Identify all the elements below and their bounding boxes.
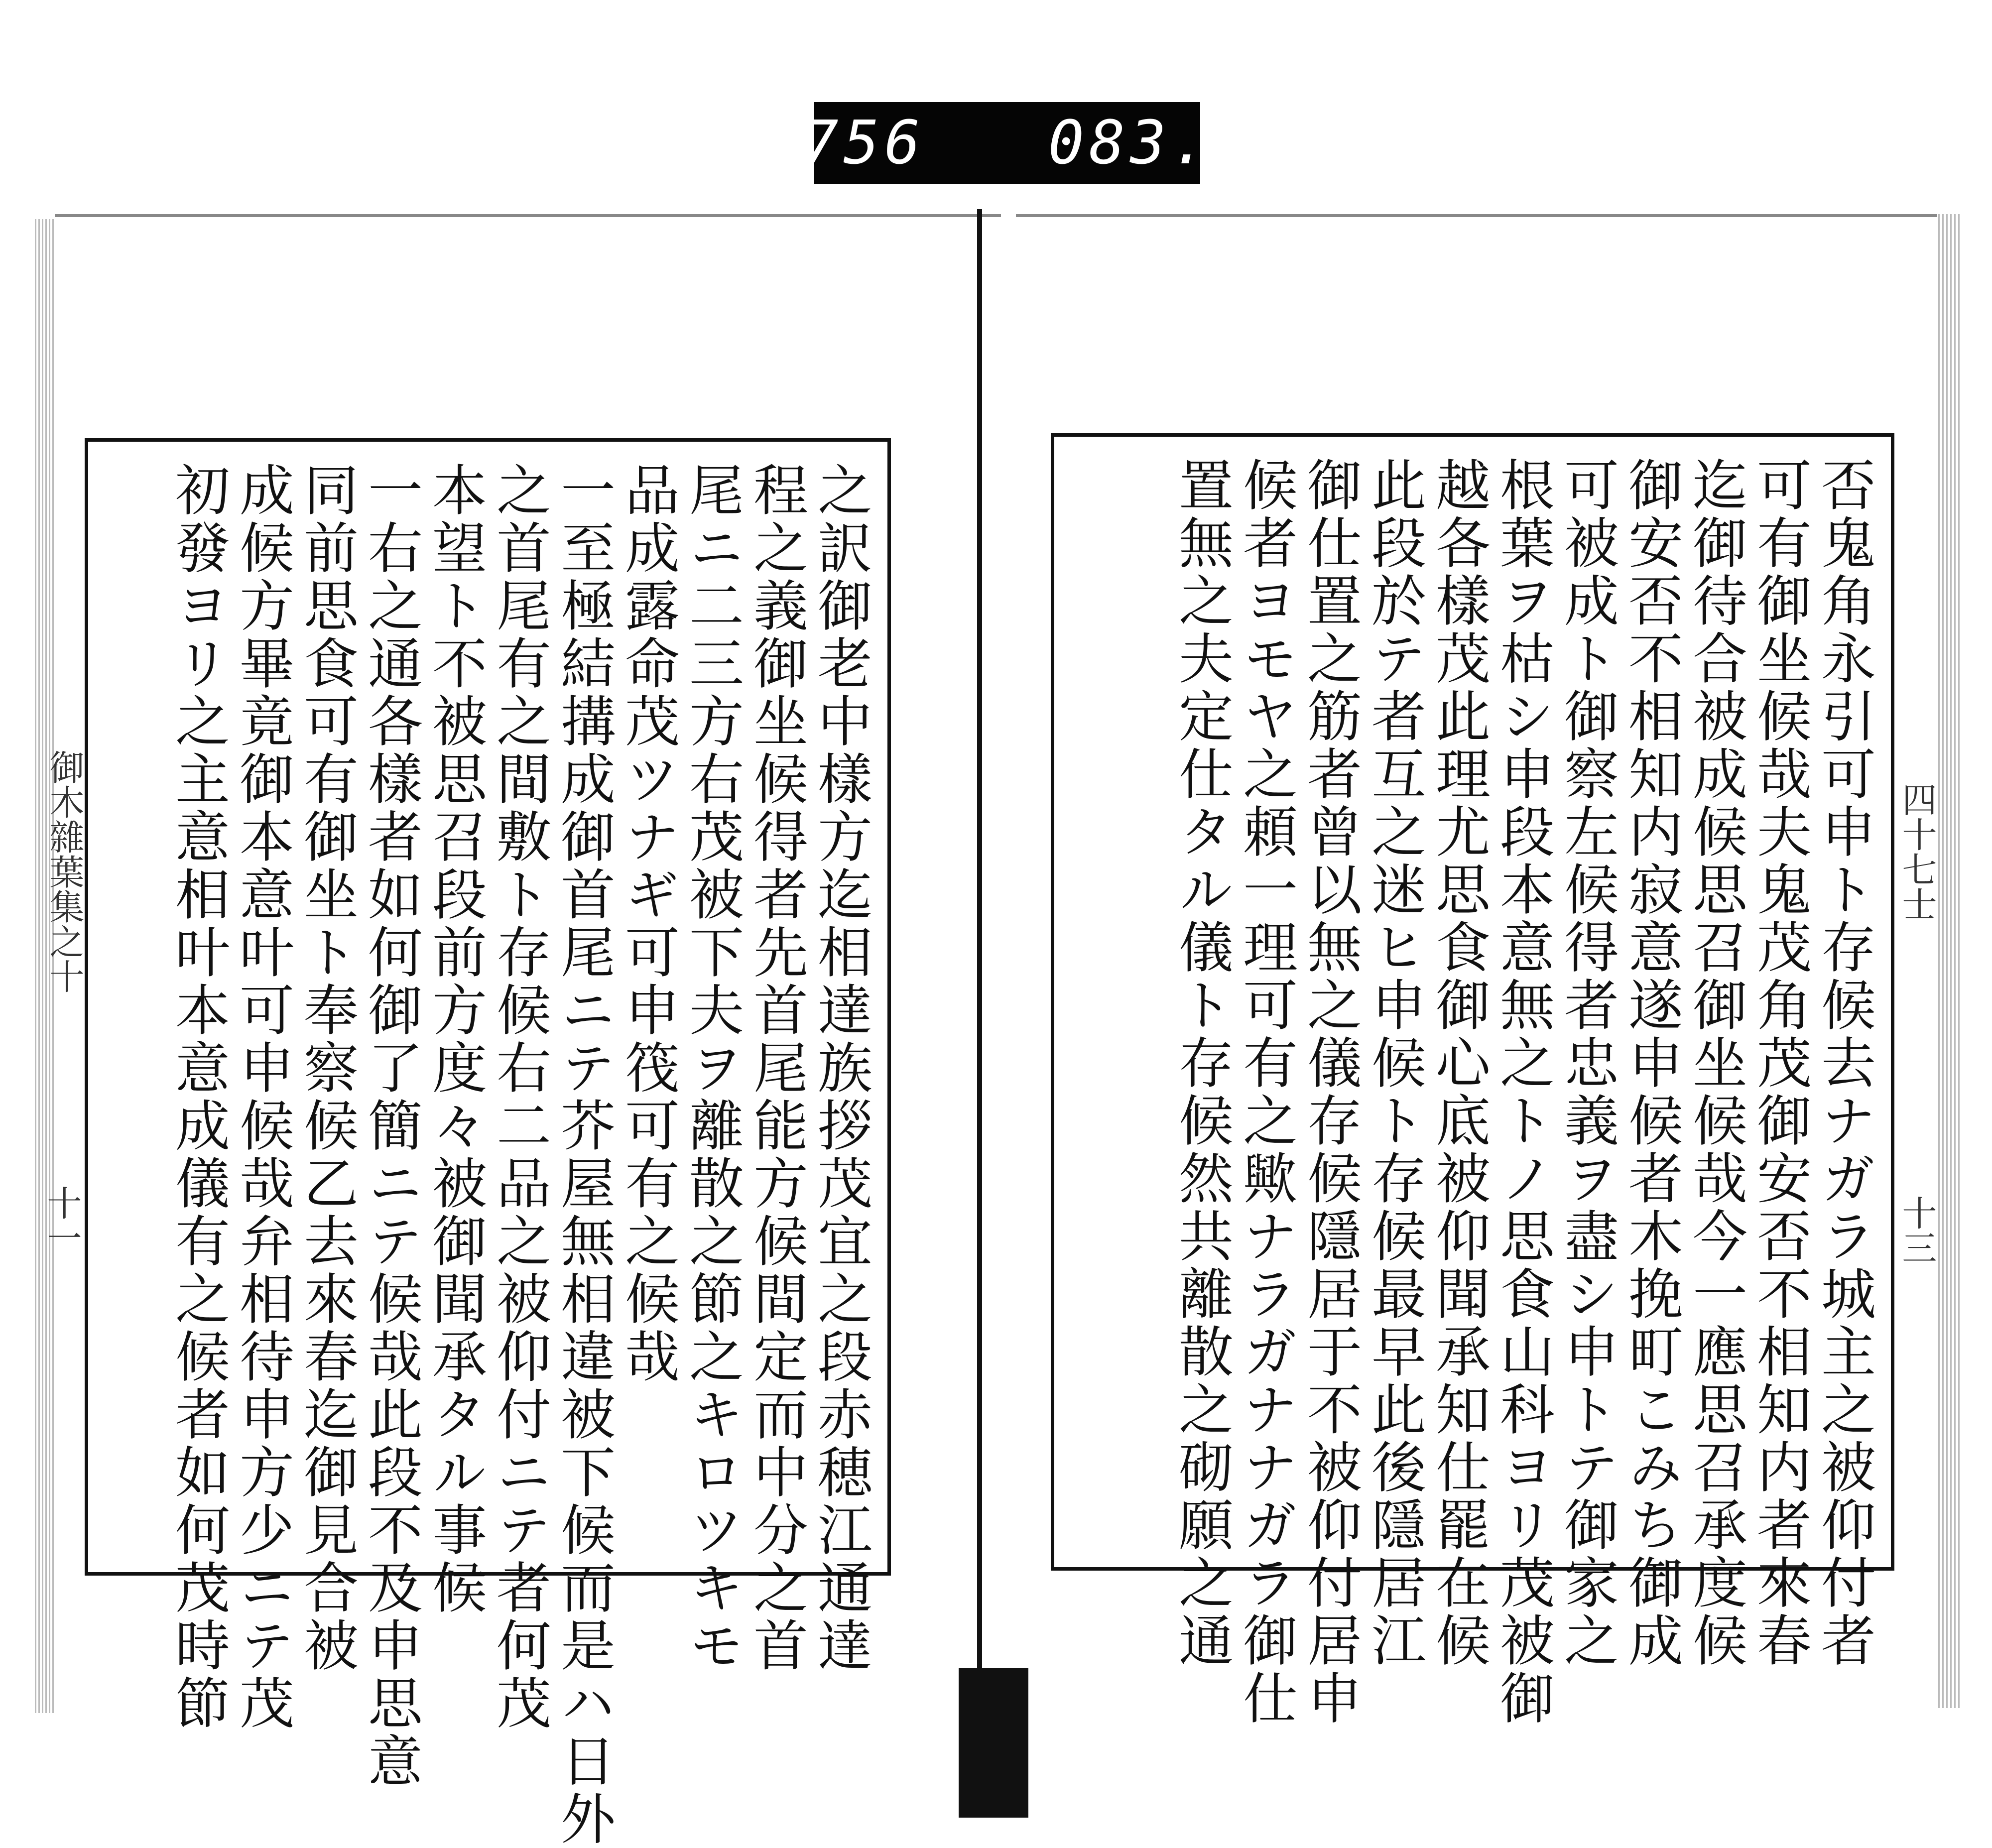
text-column: 御安否不相知内寂意遂申候者木挽町こみち御成 [1619, 457, 1683, 1670]
text-column: 候者ヨモヤ之頼一理可有之歟ナラガナナガラ御仕 [1234, 457, 1298, 1727]
text-column: 一右之通各樣者如何御了簡ニテ候哉此段不及申思意 [359, 462, 423, 1790]
text-column: 尾ニ二三方右茂被下夫ヲ離散之節之キロツキモ [680, 462, 744, 1675]
text-column: 御仕置之筋者曾以無之儀存候隱居于不被仰付居申 [1298, 457, 1362, 1727]
text-column: 初發ヨリ之主意相叶本意成儀有之候者如何茂時節 [166, 462, 230, 1732]
text-column: 成候方畢竟御本意叶可申候哉弁相待申方少ニテ茂 [231, 462, 294, 1732]
text-column: 一至極結搆成御首尾ニテ芥屋無相違被下候而是ハ日外 [552, 462, 616, 1848]
text-column: 之訳御老中樣方迄相達族拶茂宜之段赤穂江通達 [809, 462, 872, 1675]
left-text-body [103, 462, 872, 1848]
left-text-frame [85, 438, 891, 1848]
gutter [977, 209, 982, 1783]
binding-clip [959, 1668, 1028, 1818]
text-column: 程之義御坐候得者先首尾能方候間定而中分之首 [745, 462, 808, 1675]
right-text-body [1069, 457, 1876, 1727]
right-folio: 十三 [1896, 1195, 1937, 1265]
text-column: 根葉ヲ枯シ申段本意無之トノ思食山科ヨリ茂被御 [1491, 457, 1555, 1727]
text-column: 可被成ト御察左候得者忠義ヲ盡シ申トテ御家之 [1555, 457, 1619, 1670]
left-folio: 十一 [41, 1185, 82, 1255]
text-column: 品成露命茂ツナギ可申筏可有之候哉 [616, 462, 680, 1386]
right-margin-title: 四十七士 [1896, 782, 1937, 921]
text-column: 置無之夫定仕タル儀ト存候然共離散之砌願之通 [1170, 457, 1234, 1670]
text-column: 此段於テ者互之迷ヒ申候ト存候最早此後隱居江 [1363, 457, 1426, 1670]
right-text-frame [1051, 433, 1894, 1727]
text-column: 迄御待合被成候思召御坐候哉今一應思召承度候 [1684, 457, 1747, 1670]
text-column: 本望ト不被思召段前方度々被御聞承タル事候 [423, 462, 487, 1617]
text-column: 可有御坐候哉夫鬼茂角茂御安否不相知内者來春 [1748, 457, 1812, 1670]
left-margin-title: 御木雜葉集之十 [44, 749, 85, 993]
text-column: 之首尾有之間敷ト存候右二品之被仰付ニテ者何茂 [488, 462, 551, 1732]
text-column: 否鬼角永引可申ト存候去ナガラ城主之被仰付者 [1812, 457, 1876, 1670]
text-column: 越各樣茂此理尤思食御心底被仰聞承知仕罷在候 [1427, 457, 1491, 1670]
text-column: 同前思食可有御坐ト奉察候乙去來春迄御見合被 [295, 462, 359, 1675]
catalog-code-label: 756 083. [814, 102, 1200, 184]
